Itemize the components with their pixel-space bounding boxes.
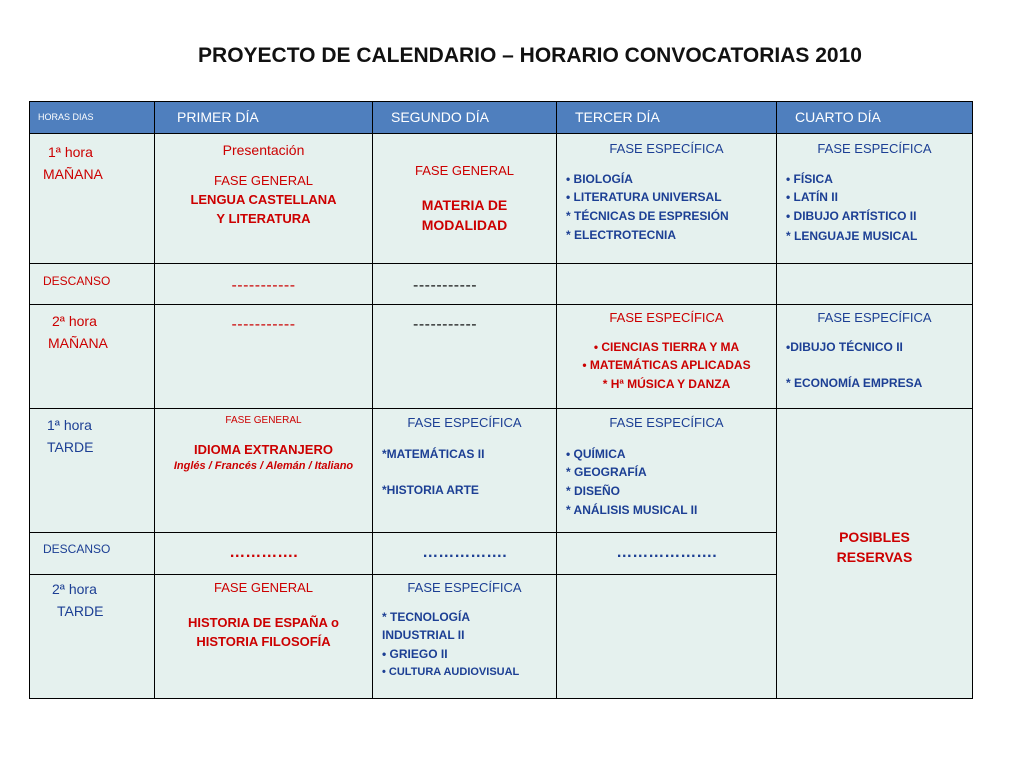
list-item: * ELECTROTECNIA — [566, 227, 677, 242]
list-item: *HISTORIA ARTE — [382, 483, 479, 498]
fase-especifica-label: FASE ESPECÍFICA — [609, 141, 724, 156]
cell-descanso1-d4 — [777, 264, 973, 305]
subject-text: Y LITERATURA — [216, 210, 311, 226]
subject-text: IDIOMA EXTRANJERO — [194, 441, 333, 457]
row-label-period: MAÑANA — [43, 165, 103, 182]
row-label-hour: 1ª hora — [48, 144, 93, 160]
day-2-label: SEGUNDO DÍA — [391, 109, 490, 126]
list-item: • MATEMÁTICAS APLICADAS — [582, 358, 751, 373]
fase-general-label: FASE GENERAL — [225, 415, 302, 426]
cell-r4-d1 — [155, 575, 373, 699]
languages-text: Inglés / Francés / Alemán / Italiano — [173, 460, 354, 473]
row-label-cell — [30, 305, 155, 409]
list-item: * ECONOMÍA EMPRESA — [786, 376, 923, 391]
fase-especifica-label: FASE ESPECÍFICA — [407, 415, 522, 430]
presentacion-text: Presentación — [222, 142, 305, 158]
cell-r4-d3 — [557, 575, 777, 699]
day-4-label: CUARTO DÍA — [795, 109, 881, 126]
cell-r2-d4 — [777, 305, 973, 409]
row-label-hour: 2ª hora — [52, 581, 97, 597]
row-label-hour: 2ª hora — [52, 313, 97, 329]
row-label-period: TARDE — [57, 602, 104, 619]
row-label-period: MAÑANA — [48, 334, 108, 351]
fase-especifica-label: FASE ESPECÍFICA — [609, 310, 724, 325]
row-label-hour: 1ª hora — [47, 417, 92, 433]
list-item: • BIOLOGÍA — [566, 171, 633, 186]
row-descanso-1 — [30, 264, 973, 305]
cell-r4-d2 — [373, 575, 557, 699]
header-row — [30, 102, 973, 134]
list-item: • DIBUJO ARTÍSTICO II — [786, 209, 917, 224]
subject-list — [557, 159, 776, 244]
subject-list — [373, 598, 556, 681]
subject-list — [557, 328, 776, 394]
cell-reservas — [777, 409, 973, 699]
descanso-label: DESCANSO — [43, 274, 111, 288]
cell-r3-d3 — [557, 409, 777, 533]
row-label-cell — [30, 134, 155, 264]
list-item: • CIENCIAS TIERRA Y MA — [593, 339, 740, 354]
corner-label: HORAS DIAS — [38, 111, 94, 122]
fase-especifica-label: FASE ESPECÍFICA — [817, 310, 932, 325]
subject-text: MATERIA DE — [421, 196, 508, 213]
list-item: •DIBUJO TÉCNICO II — [786, 339, 903, 354]
row-label-period: TARDE — [47, 438, 94, 455]
cell-r2-d3 — [557, 305, 777, 409]
row-manana-1 — [30, 134, 973, 264]
list-item: • LATÍN II — [786, 190, 838, 205]
subject-text: HISTORIA DE ESPAÑA o — [188, 614, 339, 630]
schedule-table — [29, 101, 973, 699]
empty-dots: ………………. — [616, 544, 717, 561]
fase-general-label: FASE GENERAL — [214, 173, 313, 189]
cell-descanso1-d1 — [155, 264, 373, 305]
row-label-cell — [30, 575, 155, 699]
cell-descanso1-d2 — [373, 264, 557, 305]
fase-especifica-label: FASE ESPECÍFICA — [609, 415, 724, 430]
reservas-text: RESERVAS — [836, 549, 913, 566]
cell-r1-d2 — [373, 134, 557, 264]
list-item: *MATEMÁTICAS II — [382, 446, 485, 461]
empty-dashes: ----------- — [413, 277, 478, 294]
empty-dashes: ----------- — [231, 277, 296, 294]
cell-r3-d1 — [155, 409, 373, 533]
list-item: • GRIEGO II — [382, 647, 448, 662]
cell-r1-d4 — [777, 134, 973, 264]
list-item: * LENGUAJE MUSICAL — [786, 228, 918, 243]
subject-list — [373, 433, 556, 500]
list-item: • FÍSICA — [786, 171, 833, 186]
fase-general-label: FASE GENERAL — [214, 580, 313, 595]
row-label-cell — [30, 533, 155, 575]
subject-list — [557, 433, 776, 519]
list-item: * ANÁLISIS MUSICAL II — [566, 502, 698, 517]
empty-dashes: ----------- — [231, 316, 296, 333]
empty-dashes: ----------- — [413, 316, 478, 333]
subject-list — [777, 159, 972, 245]
cell-descanso2-d3 — [557, 533, 777, 575]
row-manana-2 — [30, 305, 973, 409]
row-tarde-1 — [30, 409, 973, 533]
header-day-1 — [155, 102, 373, 134]
list-item: • LITERATURA UNIVERSAL — [566, 190, 722, 205]
fase-especifica-label: FASE ESPECÍFICA — [407, 580, 522, 595]
descanso-label: DESCANSO — [43, 542, 111, 556]
subject-text: MODALIDAD — [421, 217, 508, 234]
fase-especifica-label: FASE ESPECÍFICA — [817, 141, 932, 156]
reservas-text: POSIBLES — [839, 529, 910, 545]
cell-descanso2-d2 — [373, 533, 557, 575]
header-day-2 — [373, 102, 557, 134]
cell-r2-d1 — [155, 305, 373, 409]
header-day-3 — [557, 102, 777, 134]
row-label-cell — [30, 409, 155, 533]
fase-general-label: FASE GENERAL — [415, 163, 514, 178]
cell-descanso1-d3 — [557, 264, 777, 305]
row-label-cell — [30, 264, 155, 305]
cell-r3-d2 — [373, 409, 557, 533]
empty-dots: …………. — [229, 544, 298, 561]
list-item: * DISEÑO — [566, 484, 621, 499]
subject-list — [777, 328, 972, 393]
empty-dots: ……………. — [422, 544, 507, 561]
list-item: • CULTURA AUDIOVISUAL — [382, 665, 520, 678]
cell-descanso2-d1 — [155, 533, 373, 575]
header-day-4 — [777, 102, 973, 134]
cell-r1-d1 — [155, 134, 373, 264]
list-item: INDUSTRIAL II — [382, 628, 465, 643]
subject-text: HISTORIA FILOSOFÍA — [196, 633, 331, 649]
list-item: * TÉCNICAS DE ESPRESIÓN — [566, 209, 729, 224]
list-item: • QUÍMICA — [566, 446, 626, 461]
list-item: * Hª MÚSICA Y DANZA — [602, 377, 731, 392]
cell-r2-d2 — [373, 305, 557, 409]
cell-r1-d3 — [557, 134, 777, 264]
day-3-label: TERCER DÍA — [575, 109, 660, 126]
day-1-label: PRIMER DÍA — [177, 109, 259, 126]
subject-text: LENGUA CASTELLANA — [190, 192, 337, 208]
page-title: PROYECTO DE CALENDARIO – HORARIO CONVOCATORIAS 2010 — [198, 44, 862, 67]
header-corner — [30, 102, 155, 134]
list-item: * GEOGRAFÍA — [566, 465, 647, 480]
list-item: * TECNOLOGÍA — [382, 609, 471, 624]
